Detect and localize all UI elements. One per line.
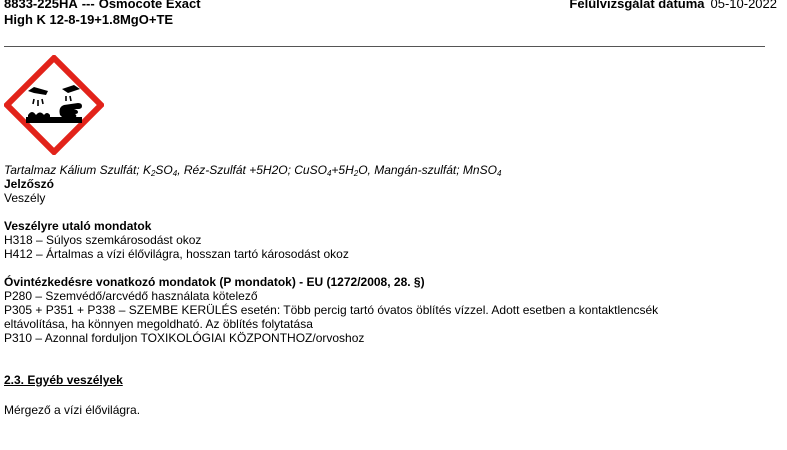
hazard-statement: H412 – Ártalmas a vízi élővilágra, hosszan tartó károsodást okoz xyxy=(4,247,349,261)
subscript: 4 xyxy=(326,169,332,178)
subscript: 4 xyxy=(172,169,178,178)
precautionary-statement: P305 + P351 + P338 – SZEMBE KERÜLÉS esetén: Több percig tartó óvatos öblítés vízzel. Adott esetben a kontaktlencsék xyxy=(4,303,659,317)
subscript: 4 xyxy=(496,169,502,178)
product-subtitle: High K 12-8-19+1.8MgO+TE xyxy=(4,12,174,27)
contains-prefix: Tartalmaz Kálium Szulfát; K xyxy=(4,163,151,177)
product-code: 8833-225HA xyxy=(4,0,78,11)
formula-part: SO xyxy=(155,163,173,177)
header-separator: --- xyxy=(81,0,95,11)
formula-part: O, Mangán-szulfát; MnSO xyxy=(358,163,497,177)
precautionary-statement: P280 – Szemvédő/arcvédő használata kötelező xyxy=(4,289,258,303)
contains-line xyxy=(4,163,774,177)
other-hazards-text: Mérgező a vízi élővilágra. xyxy=(4,403,141,417)
formula-part: +5H xyxy=(331,163,354,177)
revision-label: Felülvizsgálat dátuma xyxy=(569,0,705,11)
precautionary-statements-title: Óvintézkedésre vonatkozó mondatok (P mondatok) - EU (1272/2008, 28. §) xyxy=(4,275,425,289)
revision-info xyxy=(569,0,777,12)
document-header xyxy=(4,0,201,28)
corrosion-pictogram-icon xyxy=(4,55,104,155)
precautionary-statement: P310 – Azonnal forduljon TOXIKOLÓGIAI KÖZPONTHOZ/orvoshoz xyxy=(4,331,365,345)
revision-date: 05-10-2022 xyxy=(710,0,777,11)
section-heading-other-hazards: 2.3. Egyéb veszélyek xyxy=(4,373,123,387)
subscript: 2 xyxy=(353,169,359,178)
formula-part: , Réz-Szulfát +5H2O; CuSO xyxy=(177,163,327,177)
signal-word-value: Veszély xyxy=(4,191,46,205)
product-name: Osmocote Exact xyxy=(98,0,201,11)
signal-word-label: Jelzőszó xyxy=(4,177,55,191)
product-title-line xyxy=(4,0,201,12)
subscript: 2 xyxy=(150,169,156,178)
hazard-statement: H318 – Súlyos szemkárosodást okoz xyxy=(4,233,202,247)
hazard-content xyxy=(4,163,774,417)
precautionary-statement: eltávolítása, ha könnyen megoldható. Az öblítés folytatása xyxy=(4,317,313,331)
header-divider xyxy=(4,46,765,47)
hazard-statements-title: Veszélyre utaló mondatok xyxy=(4,219,152,233)
